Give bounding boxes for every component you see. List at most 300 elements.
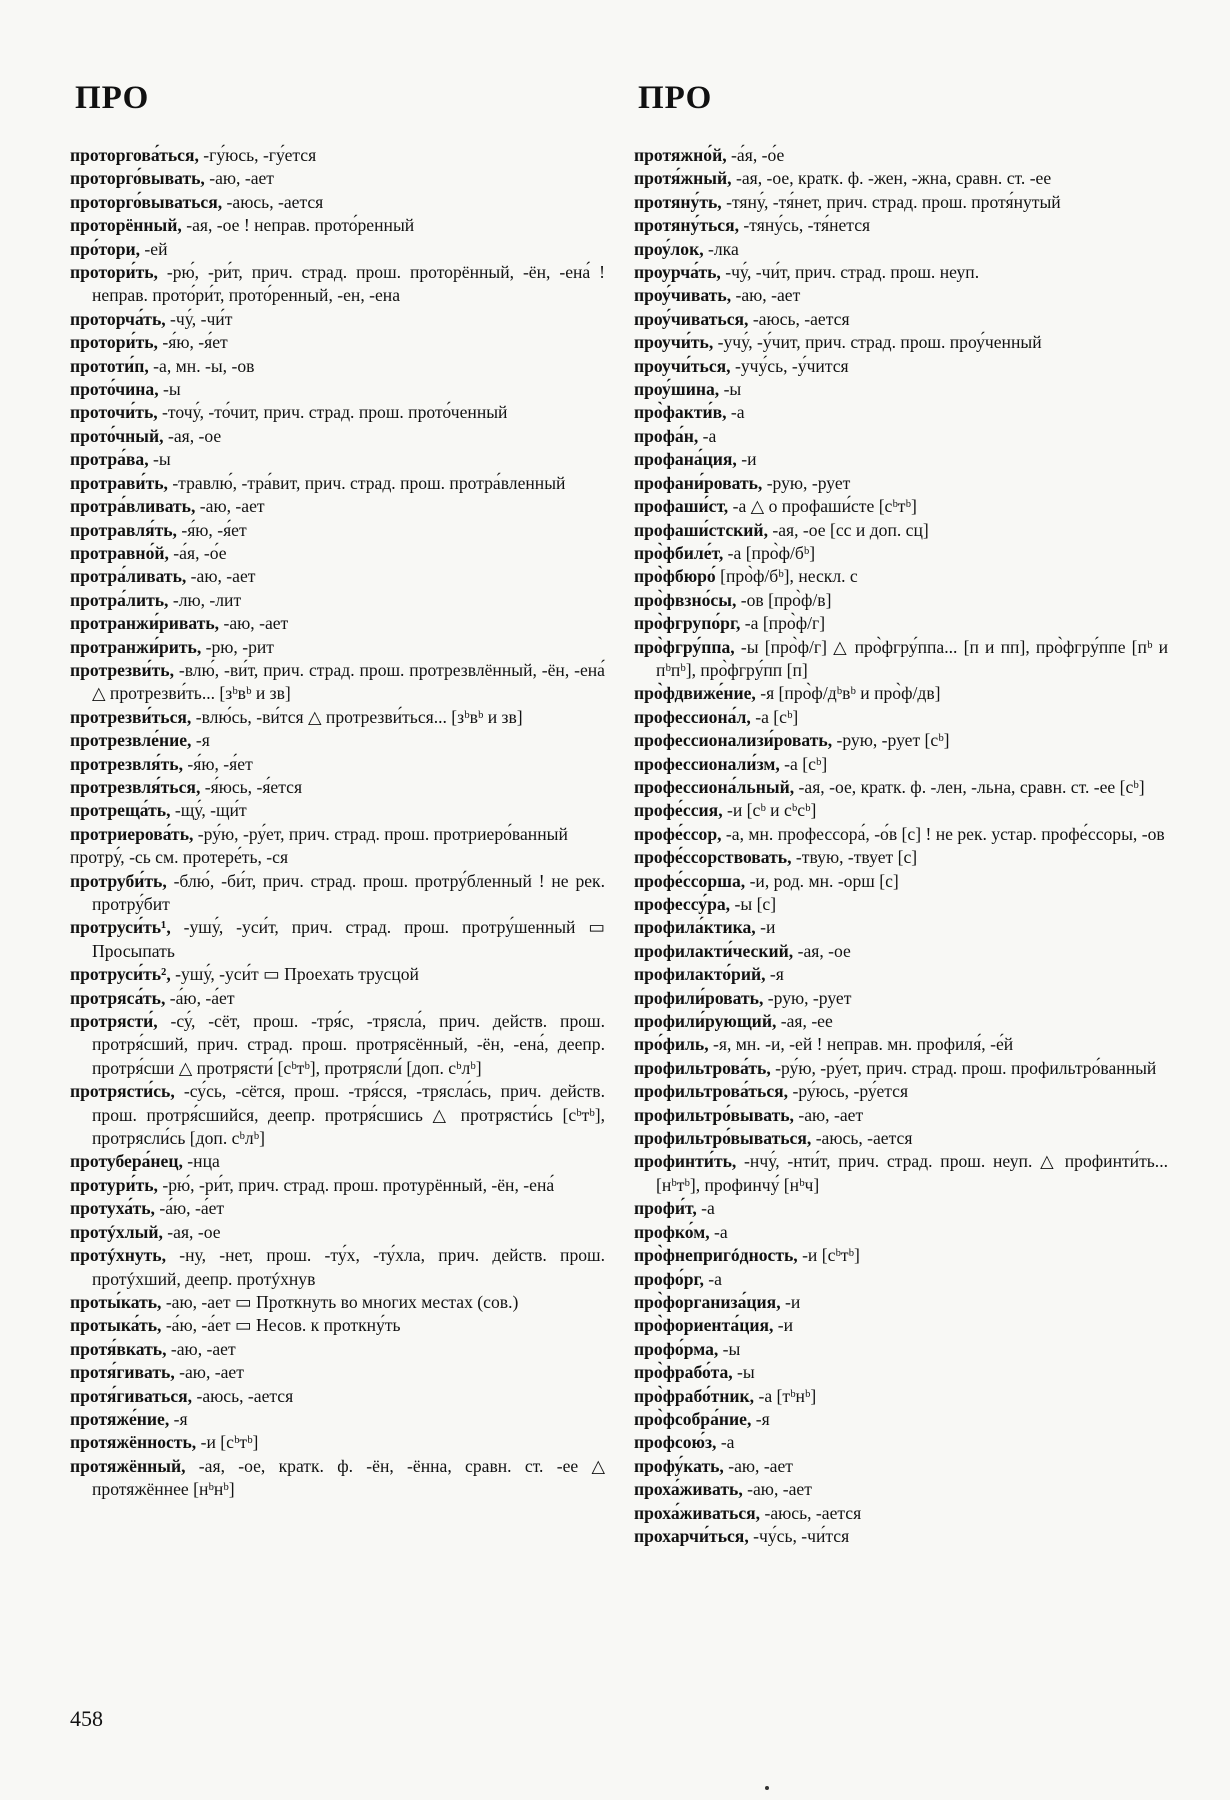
headword: протранжи́ривать, (70, 613, 220, 634)
headword: профильтрова́ть, (634, 1057, 771, 1078)
headword: про̀фбиле́т, (634, 542, 724, 563)
entry-forms: -аюсь, -ается (192, 1385, 294, 1406)
entry-forms: -и (773, 1315, 794, 1336)
dictionary-entry (70, 1197, 605, 1220)
headword: протравно́й, (70, 542, 169, 563)
dictionary-entry (634, 776, 1168, 799)
entry-forms: -учу́сь, -у́чится (730, 355, 849, 376)
dictionary-entry (634, 1502, 1168, 1525)
dictionary-entry (70, 870, 605, 917)
dictionary-entry (634, 542, 1168, 565)
entry-forms: -ая, -ое (162, 1221, 221, 1242)
entry-forms: -су́сь, -сётся, прош. -тря́сся, -трясла́сь, прич. действ. прош. протря́сшийся, деепр. протря́сшись △ протрясти́сь [сᵇтᵇ], протрясли́сь [доп. сᵇлᵇ] (92, 1081, 605, 1149)
dictionary-entry (634, 448, 1168, 471)
headword: профе́ссия, (634, 800, 723, 821)
headword: протрезви́ть, (70, 659, 174, 680)
dictionary-entry (70, 729, 605, 752)
headword: протра́ва, (70, 449, 149, 470)
entry-forms: -рю, -рит (201, 636, 274, 657)
dictionary-entry (634, 1221, 1168, 1244)
headword: проучи́ться, (634, 355, 731, 376)
dictionary-entry (70, 565, 605, 588)
dictionary-entry (70, 1361, 605, 1384)
entry-forms: -ая, -ое (793, 940, 851, 961)
dictionary-entry (634, 1010, 1168, 1033)
dictionary-entry (70, 1244, 605, 1291)
headword: протриерова́ть, (70, 823, 194, 844)
entry-forms: -я, мн. -и, -ей ! неправ. мн. профиля́, -е́й (708, 1034, 1014, 1055)
headword: профилакти́ческий, (634, 940, 794, 961)
dictionary-entry (70, 144, 605, 167)
dictionary-entry (70, 1080, 605, 1150)
entry-forms: -лю, -лит (168, 589, 242, 610)
headword: протубера́нец, (70, 1151, 183, 1172)
entry-forms: -а [про̀ф/бᵇ] (723, 542, 816, 563)
entry-forms: [про̀ф/бᵇ], нескл. с (715, 566, 858, 587)
headword: проторго́вывать, (70, 168, 205, 189)
headword: протрезви́ться, (70, 706, 192, 727)
headword: про̀фгру́ппа, (634, 636, 735, 657)
entry-forms: -я́ю, -я́ет (157, 332, 228, 353)
dictionary-entry (70, 1408, 605, 1431)
dictionary-entry (634, 1361, 1168, 1384)
entry-forms: -аюсь, -ается (748, 308, 850, 329)
dictionary-entry (634, 706, 1168, 729)
entry-forms: -рю́, -ри́т, прич. страд. прош. протурённый, -ён, -ена́ (157, 1174, 555, 1195)
entry-forms: -и [сᵇ и сᵇсᵇ] (722, 800, 817, 821)
dictionary-entry (634, 1455, 1168, 1478)
entry-forms: -и (736, 449, 757, 470)
dictionary-entry (70, 846, 605, 869)
page-header-left: ПРО (75, 80, 150, 116)
dictionary-entry (634, 355, 1168, 378)
entry-forms: -ы [с] (730, 894, 777, 914)
dictionary-entry (634, 1127, 1168, 1150)
headword: протрясти́сь, (70, 1081, 175, 1102)
dictionary-entry (70, 776, 605, 799)
headword: профаши́ст, (634, 496, 729, 517)
headword: профилакто́рий, (634, 964, 766, 985)
dictionary-entry (70, 1314, 605, 1337)
headword: про̀фрабо́тник, (634, 1385, 755, 1406)
headword: проу́чивать, (634, 285, 732, 306)
dictionary-entry (70, 448, 605, 471)
headword: протра́лить, (70, 589, 169, 610)
entry-forms: -ая, -ее (776, 1011, 833, 1032)
dictionary-entry (70, 495, 605, 518)
dictionary-entry (634, 261, 1168, 284)
entry-forms: -рую, -рует [сᵇ] (832, 730, 950, 751)
headword: про̀фрабо́та, (634, 1362, 733, 1383)
headword: протори́ть, (70, 262, 158, 283)
dictionary-entry (70, 1010, 605, 1080)
headword: протяжно́й, (634, 145, 727, 165)
dictionary-entry (70, 916, 605, 963)
dictionary-entry (70, 823, 605, 846)
dictionary-entry (70, 1150, 605, 1173)
entry-forms: -тяну́сь, -тя́нется (739, 215, 871, 236)
dictionary-entry (634, 1197, 1168, 1220)
entry-forms: -чу́, -чи́т (165, 308, 233, 329)
entry-forms: -а́я, -о́е (726, 145, 785, 165)
headword: проточи́ть, (70, 402, 158, 423)
entry-forms: -рую, -рует (762, 472, 851, 493)
dictionary-entry (634, 284, 1168, 307)
entry-forms: -а [сᵇ] (750, 706, 799, 727)
dictionary-entry (634, 214, 1168, 237)
entry-forms: -блю́, -би́т, прич. страд. прош. протру́бленный ! не рек. протру́бит (92, 870, 605, 914)
dictionary-entry (70, 1455, 605, 1502)
headword: проторгова́ться, (70, 145, 199, 165)
headword: профили́рующий, (634, 1011, 777, 1032)
entry-forms: -а́ю, -а́ет ▭ Несов. к проткну́ть (161, 1315, 401, 1336)
dictionary-entry (70, 331, 605, 354)
headword: профильтро́вываться, (634, 1128, 812, 1149)
entry-forms: -я (751, 1408, 770, 1429)
dictionary-entry (634, 612, 1168, 635)
headword: проты́кать, (70, 1291, 162, 1312)
page-number: 458 (70, 1706, 103, 1731)
headword: профила́ктика, (634, 917, 756, 938)
headword: профи́т, (634, 1198, 697, 1219)
headword: про̀фгрупо́рг, (634, 613, 741, 634)
page-header-right: ПРО (638, 80, 713, 116)
dictionary-entry (634, 753, 1168, 776)
entry-forms: -аюсь, -ается (222, 191, 324, 212)
dictionary-entry (70, 261, 605, 308)
headword: протравля́ть, (70, 519, 177, 540)
headword: проу́шина, (634, 379, 720, 400)
dictionary-entry (70, 355, 605, 378)
entry-forms: -ру́ю, -ру́ет, прич. страд. прош. профильтро́ванный (770, 1057, 1157, 1078)
headword: протяже́ние, (70, 1408, 170, 1429)
dictionary-entry (70, 753, 605, 776)
headword: профа́н, (634, 425, 699, 446)
entry-forms: -ы [про̀ф/г] △ про̀фгру́ппа... [п и пп], про̀фгру́ппе [пᵇ и пᵇпᵇ], про̀фгру́пп [п] (656, 636, 1168, 680)
headword: про̀фориента́ция, (634, 1315, 774, 1336)
entry-forms: -ы (158, 379, 181, 400)
entry-forms: -ру́юсь, -ру́ется (788, 1081, 909, 1102)
entry-forms: -аю, -ает (166, 1338, 236, 1359)
dictionary-entry (634, 472, 1168, 495)
entry-forms: -а (696, 1198, 715, 1219)
entry-forms: -а́ю, -а́ет (165, 987, 235, 1008)
dictionary-entry (70, 425, 605, 448)
headword: проу́чиваться, (634, 308, 749, 329)
entry-forms: -ру́ю, -ру́ет, прич. страд. прош. протриеро́ванный (193, 823, 568, 844)
entry-forms: -ая, -ое, кратк. ф. -ён, -ённа, сравн. ст. -ее △ протяжённее [нᵇнᵇ] (92, 1455, 605, 1500)
entry-forms: -аю, -ает (174, 1362, 244, 1383)
entry-forms: -я́ю, -я́ет (183, 753, 253, 774)
dictionary-entry (634, 519, 1168, 542)
headword: протра́вливать, (70, 496, 196, 517)
entry-forms: -ы (718, 1338, 741, 1359)
dictionary-entry (634, 846, 1168, 869)
headword: профессу́ра, (634, 894, 731, 914)
entry-forms: -учу́, -у́чит, прич. страд. прош. проу́ченный (713, 332, 1042, 353)
headword: профо́рг, (634, 1268, 704, 1289)
dictionary-entry (70, 1221, 605, 1244)
dictionary-entry (634, 1244, 1168, 1267)
dictionary-entry (70, 612, 605, 635)
dictionary-entry (634, 1525, 1168, 1548)
headword: проха́живаться, (634, 1502, 761, 1523)
entry-forms: -а [тᵇнᵇ] (754, 1385, 817, 1406)
entry-forms: -твую, -твует [с] (791, 847, 918, 868)
entry-forms: -нчу́, -нти́т, прич. страд. прош. неуп. △ профинти́ть... [нᵇтᵇ], профинчу́ [нᵇч] (656, 1151, 1168, 1195)
headword: профаши́стский, (634, 519, 768, 540)
dictionary-entry (70, 963, 605, 986)
entry-forms: -аюсь, -ается (760, 1502, 862, 1523)
headword: протýхлый, (70, 1221, 163, 1242)
headword: прохарчи́ться, (634, 1525, 749, 1546)
entry-forms: -ая, -ое, кратк. ф. -лен, -льна, сравн. ст. -ее [сᵇ] (794, 776, 1145, 797)
headword: протрясти́, (70, 1011, 158, 1032)
dictionary-entry (634, 799, 1168, 822)
entry-forms: -ушу́, -уси́т, прич. страд. прош. протру́шенный ▭ Просыпать (92, 917, 605, 961)
dictionary-entry (634, 425, 1168, 448)
entry-forms: -а́ю, -а́ет (154, 1198, 225, 1219)
dictionary-entry (70, 378, 605, 401)
entry-forms: -и (755, 917, 776, 938)
headword: прото́чина, (70, 379, 159, 400)
dictionary-entry (70, 659, 605, 706)
headword: про̀факти́в, (634, 402, 727, 423)
headword: протя́вкать, (70, 1338, 167, 1359)
dictionary-entry (634, 1291, 1168, 1314)
entry-forms: -а (716, 1432, 735, 1453)
entry-forms: -я́ю, -я́ет (176, 519, 247, 540)
entry-forms: -ы (719, 379, 742, 400)
headword: профессионали́зм, (634, 753, 780, 774)
dictionary-entry (634, 1150, 1168, 1197)
entry-forms: -гу́юсь, -гу́ется (198, 145, 317, 165)
dictionary-entry (634, 1057, 1168, 1080)
headword: профу́кать, (634, 1455, 724, 1476)
headword: проучи́ть, (634, 332, 714, 353)
entry-forms: -аю, -ает (723, 1455, 793, 1476)
entry-forms: -я [про̀ф/дᵇвᵇ и про̀ф/дв] (755, 683, 941, 704)
dictionary-entry (70, 1174, 605, 1197)
headword: протяну́ть, (634, 191, 722, 212)
dictionary-entry (634, 589, 1168, 612)
dictionary-entry (70, 401, 605, 424)
entry-forms: -рую, -рует (763, 987, 852, 1008)
dictionary-entry (634, 1338, 1168, 1361)
entry-forms: -ая, -ое (163, 425, 222, 446)
dictionary-entry (634, 987, 1168, 1010)
headword: проторча́ть, (70, 308, 166, 329)
entry-forms: -точу́, -то́чит, прич. страд. прош. прото́ченный (157, 402, 508, 423)
headword: протяжённость, (70, 1432, 197, 1453)
headword: протруби́ть, (70, 870, 167, 891)
dictionary-entry (70, 706, 605, 729)
dictionary-entry (634, 495, 1168, 518)
dictionary-entry (70, 799, 605, 822)
dictionary-entry (634, 963, 1168, 986)
dictionary-entry (70, 1338, 605, 1361)
headword: проторённый, (70, 215, 182, 236)
dictionary-entry (70, 589, 605, 612)
entry-forms: -я (191, 730, 210, 751)
headword: профильтрова́ться, (634, 1081, 789, 1102)
entry-forms: -аю, -ает (186, 566, 256, 587)
dictionary-entry (634, 870, 1168, 893)
headword: профильтро́вывать, (634, 1104, 794, 1125)
headword: протяну́ться, (634, 215, 740, 236)
headword: про̀фсобра́ние, (634, 1408, 752, 1429)
headword: протрезвле́ние, (70, 730, 192, 751)
entry-forms: -ушу́, -уси́т ▭ Проехать трусцой (170, 964, 419, 985)
headword: проурча́ть, (634, 262, 721, 283)
dictionary-entry (70, 167, 605, 190)
entry-forms: -а, мн. -ы, -ов (148, 355, 255, 376)
entry-forms: -я (169, 1408, 188, 1429)
dictionary-entry (634, 565, 1168, 588)
headword: протури́ть, (70, 1174, 158, 1195)
dictionary-entry (634, 238, 1168, 261)
dictionary-entry (634, 636, 1168, 683)
dictionary-entry (634, 1431, 1168, 1454)
headword: про̀фнепригóдность, (634, 1245, 798, 1266)
entry-forms: -а △ о профаши́сте [сᵇтᵇ] (728, 496, 917, 517)
entry-forms: -тяну́, -тя́нет, прич. страд. прош. протя́нутый (721, 191, 1061, 212)
headword: протýхнуть, (70, 1245, 167, 1266)
headword: проторго́вываться, (70, 191, 223, 212)
entry-forms: -аю, -ает (219, 613, 289, 634)
headword: протреща́ть, (70, 800, 171, 821)
headword: прототи́п, (70, 355, 149, 376)
entry-forms: -аю, -ает (742, 1479, 812, 1500)
entry-forms: -чу́, -чи́т, прич. страд. прош. неуп. (720, 262, 980, 283)
headword: протруси́ть¹, (70, 917, 171, 938)
entry-forms: -а (709, 1221, 728, 1242)
headword: профинти́ть, (634, 1151, 737, 1172)
dictionary-entry (634, 1104, 1168, 1127)
dictionary-entry (70, 519, 605, 542)
headword: профе́ссор, (634, 823, 722, 844)
entry-forms: -аюсь, -ается (811, 1128, 913, 1149)
headword: протрезвля́ть, (70, 753, 184, 774)
headword: про̀фбюро́ (634, 566, 716, 587)
entry-forms: -рю́, -ри́т, прич. страд. прош. проторённый, -ён, -ена́ ! неправ. прото́ри́т, прото́ренный, -ен, -ена (92, 262, 605, 306)
entry-forms: -ы (148, 449, 171, 470)
entry-forms: -и (780, 1291, 801, 1312)
dictionary-entry (634, 1478, 1168, 1501)
headword: профсою́з, (634, 1432, 717, 1453)
dictionary-entry (634, 378, 1168, 401)
headword: профо́рма, (634, 1338, 719, 1359)
dictionary-entry (634, 1408, 1168, 1431)
headword: протори́ть, (70, 332, 158, 353)
dictionary-entry (634, 1314, 1168, 1337)
headword: прото́чный, (70, 425, 164, 446)
headword: профессионализи́ровать, (634, 730, 833, 751)
headword: протя́жный, (634, 168, 732, 189)
headword: проха́живать, (634, 1479, 743, 1500)
headword: профили́ровать, (634, 987, 764, 1008)
entry-forms: -а, мн. профессора́, -о́в [с] ! не рек. устар. профе́ссоры, -ов (721, 823, 1165, 844)
headword: протряса́ть, (70, 987, 166, 1008)
headword: протя́гиваться, (70, 1385, 193, 1406)
headword: проу́лок, (634, 238, 704, 259)
dictionary-entry (70, 1291, 605, 1314)
headword: про̀фдвиже́ние, (634, 683, 756, 704)
dictionary-entry (70, 542, 605, 565)
entry-forms: -ая, -ое, кратк. ф. -жен, -жна, сравн. ст. -ее (731, 168, 1052, 189)
dictionary-entry (634, 1385, 1168, 1408)
dictionary-entry (634, 729, 1168, 752)
entry-forms: -и [сᵇтᵇ] (196, 1432, 259, 1453)
dictionary-entry (634, 401, 1168, 424)
dictionary-entry (70, 472, 605, 495)
entry-forms: -ы (732, 1362, 755, 1383)
headword: профко́м, (634, 1221, 710, 1242)
headword: про̀фвзно́сы, (634, 589, 737, 610)
entry-forms: -аю, -ает ▭ Проткнуть во многих местах (сов.) (161, 1291, 519, 1312)
entry-forms: -и [сᵇтᵇ] (797, 1245, 860, 1266)
dictionary-entry (634, 167, 1168, 190)
entry-forms: протру́, -сь см. протере́ть, -ся (70, 847, 289, 868)
headword: про́тори, (70, 238, 141, 259)
headword: профессиона́л, (634, 706, 751, 727)
headword: профе́ссорша, (634, 870, 746, 891)
headword: протуха́ть, (70, 1198, 155, 1219)
entry-forms: -су́, -сёт, прош. -тря́с, -трясла́, прич. действ. прош. протря́сший, прич. страд. прош. протрясённый, -ён, -ена́, деепр. протря́сши △ протрясти́ [сᵇтᵇ], протрясли́ [доп. сᵇлᵇ] (92, 1011, 605, 1078)
entry-forms: -ов [про̀ф/в] (736, 589, 832, 610)
print-speck (765, 1786, 769, 1790)
dictionary-entry (634, 1080, 1168, 1103)
dictionary-entry (70, 987, 605, 1010)
entry-forms: -а (698, 425, 717, 446)
entry-forms: -ей (140, 238, 168, 259)
dictionary-entry (634, 331, 1168, 354)
dictionary-entry (70, 214, 605, 237)
headword: протра́ливать, (70, 566, 187, 587)
entry-forms: -влю́, -ви́т, прич. страд. прош. протрезвлённый, -ён, -ена́ △ протрезви́ть... [зᵇвᵇ и зв] (92, 659, 605, 704)
entry-forms: -лка (703, 238, 739, 259)
entry-forms: -я (765, 964, 784, 985)
entry-forms: -ая, -ое [сс и доп. сц] (767, 519, 929, 540)
headword: протранжи́рить, (70, 636, 202, 657)
dictionary-entry (634, 893, 1168, 916)
entry-forms: -я́юсь, -я́ется (200, 776, 303, 797)
entry-forms: -а [сᵇ] (779, 753, 828, 774)
dictionary-entry (634, 1268, 1168, 1291)
headword: профессиона́льный, (634, 776, 795, 797)
headword: профани́ровать, (634, 472, 763, 493)
dictionary-entry (70, 308, 605, 331)
dictionary-entry (634, 916, 1168, 939)
headword: протя́гивать, (70, 1362, 175, 1383)
right-column (634, 144, 1168, 1548)
entry-forms: -аю, -ает (195, 496, 265, 517)
dictionary-entry (634, 940, 1168, 963)
headword: протрави́ть, (70, 472, 168, 493)
entry-forms: -щу́, -щи́т (170, 800, 247, 821)
entry-forms: -а (726, 402, 745, 423)
headword: протрезвля́ться, (70, 776, 201, 797)
dictionary-entry (634, 144, 1168, 167)
entry-forms: -чу́сь, -чи́тся (748, 1525, 850, 1546)
headword: профе́ссорствовать, (634, 847, 792, 868)
dictionary-entry (70, 238, 605, 261)
headword: про́филь, (634, 1034, 709, 1055)
entry-forms: -травлю́, -тра́вит, прич. страд. прош. протра́вленный (167, 472, 566, 493)
dictionary-entry (634, 308, 1168, 331)
dictionary-entry (634, 191, 1168, 214)
entry-forms: -аю, -ает (731, 285, 801, 306)
